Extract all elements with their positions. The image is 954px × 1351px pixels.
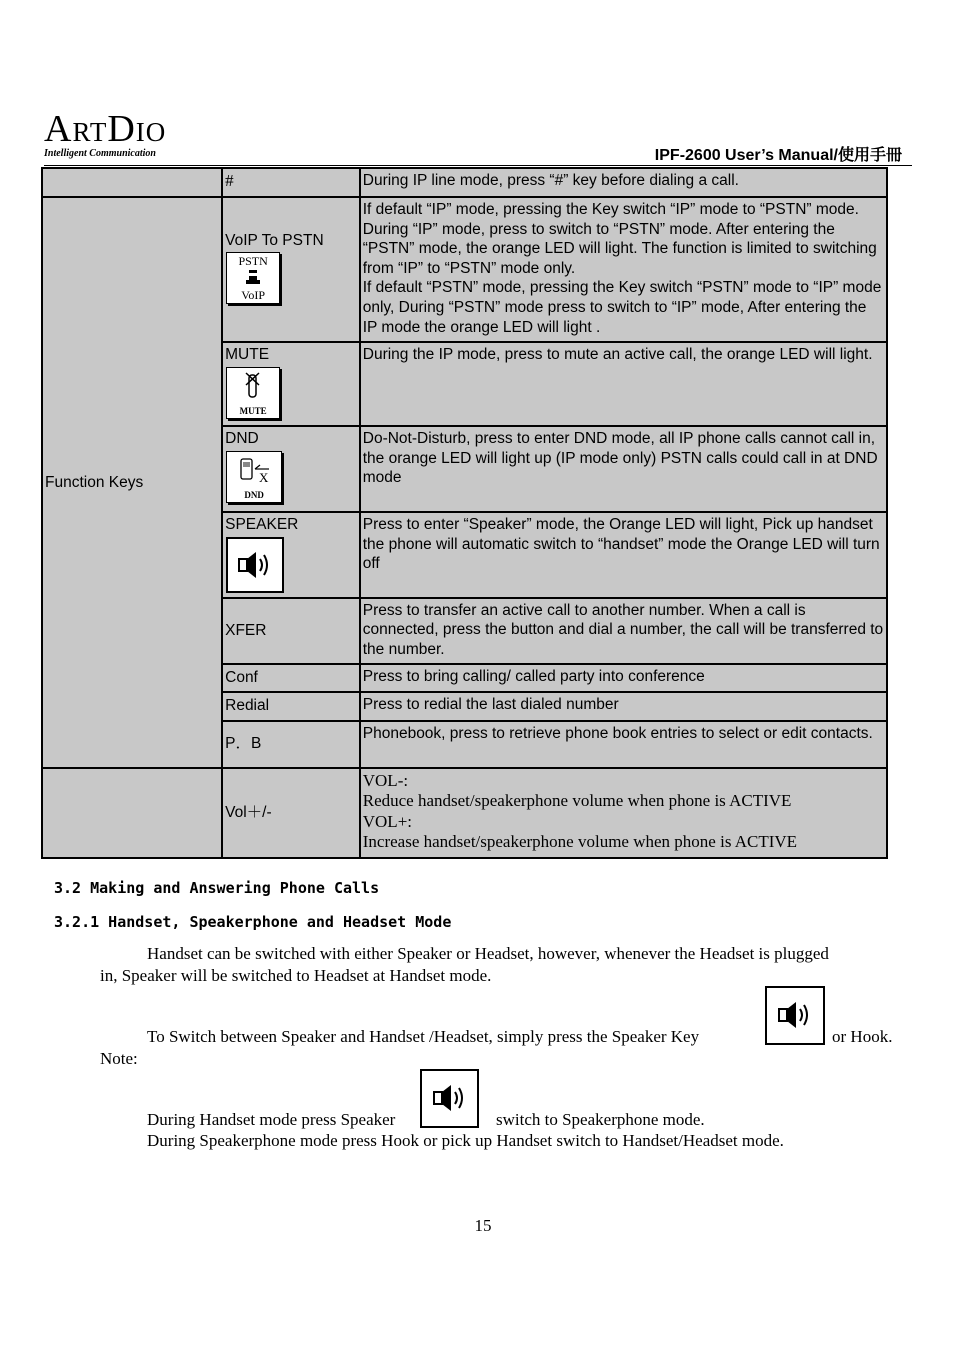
key-name-dnd: DND [225, 430, 259, 447]
speaker-icon [767, 988, 823, 1043]
pstn-icon-label: PSTN [238, 254, 268, 269]
note-label: Note: [100, 1049, 138, 1068]
key-cell-voip [222, 197, 360, 342]
page-number: 15 [474, 1216, 492, 1235]
dnd-icon-label: DND [244, 489, 264, 500]
paragraph-3-tail: switch to Speakerphone mode. [496, 1110, 705, 1129]
table-row-voip [42, 197, 887, 342]
dnd-key-icon [226, 451, 282, 503]
paragraph-4-text: During Speakerphone mode press Hook or pick up Handset switch to Handset/Headset mode. [147, 1131, 784, 1150]
logo-wordmark: ArtDio [44, 108, 167, 150]
paragraph-1-line-2: in, Speaker will be switched to Headset at Handset mode. [100, 966, 492, 985]
logo-tagline: Intelligent Communication [44, 148, 156, 159]
group-cell-empty-volume [42, 768, 222, 858]
svg-text:X: X [259, 469, 269, 485]
key-desc-dnd: Do-Not-Disturb, press to enter DND mode, all IP phone calls cannot call in, the orange LED will light up (IP mode only) PSTN calls could call in at DND mode [360, 426, 887, 512]
group-cell-empty [42, 168, 222, 197]
key-desc-volume [360, 768, 887, 858]
vol-plus-label: VOL+: [362, 811, 412, 831]
key-desc-redial: Press to redial the last dialed number [360, 692, 887, 721]
key-desc-xfer: Press to transfer an active call to another number. When a call is connected, press the button and dial a number, the call will be transferred to the number. [360, 598, 887, 664]
speaker-key-icon-inline [765, 986, 825, 1045]
key-cell-mute [222, 342, 360, 426]
vol-minus-label: VOL-: [362, 770, 409, 790]
key-desc-voip [360, 197, 887, 342]
key-desc-speaker: Press to enter “Speaker” mode, the Orange LED will light, Pick up handset the phone will automatic switch to “handset” mode the Orange LED will turn off [360, 512, 887, 598]
table-row-volume [42, 768, 887, 858]
artdio-logo [44, 110, 179, 159]
speaker-key-icon [226, 537, 284, 593]
key-cell-dnd [222, 426, 360, 512]
key-desc-conf: Press to bring calling/ called party into conference [360, 664, 887, 692]
key-name-phonebook: P．B [222, 721, 360, 768]
speaker-icon [422, 1071, 477, 1126]
key-desc-voip-pstn-mode: If default “PSTN” mode, pressing the Key switch “PSTN” mode to “IP” mode only, During “PSTN” mode press to switch to “IP” mode, After entering the IP mode the orange LED will light . [362, 279, 882, 336]
paragraph-2-text: To Switch between Speaker and Handset /Headset, simply press the Speaker Key [147, 1027, 700, 1046]
paragraph-1-line-1: Handset can be switched with either Speaker or Headset, however, whenever the Headset is plugged [147, 944, 829, 963]
function-keys-table [41, 167, 888, 859]
key-name-xfer: XFER [222, 598, 360, 664]
key-desc-hash: During IP line mode, press “#” key before dialing a call. [360, 168, 887, 197]
speaker-key-icon-inline-2 [420, 1069, 479, 1128]
section-heading-3-2-1: 3.2.1 Handset, Speakerphone and Headset Mode [54, 913, 452, 931]
pstn-voip-key-icon [226, 252, 280, 304]
mute-icon-label: MUTE [239, 405, 267, 416]
key-name-conf: Conf [222, 664, 360, 692]
key-desc-phonebook: Phonebook, press to retrieve phone book entries to select or edit contacts. [360, 721, 887, 768]
paragraph-2-tail: or Hook. [832, 1027, 893, 1046]
mute-key-icon [226, 367, 280, 419]
group-cell-function-keys: Function Keys [42, 197, 222, 768]
vol-minus-desc: Reduce handset/speakerphone volume when phone is ACTIVE [362, 791, 792, 811]
header-divider [44, 165, 912, 166]
vol-plus-desc: Increase handset/speakerphone volume when phone is ACTIVE [362, 832, 798, 852]
key-desc-voip-ip-mode: If default “IP” mode, pressing the Key switch “IP” mode to “PSTN” mode. During “IP” mode, press to switch to “PSTN” mode. After entering the “PSTN” mode, the orange LED will light. The function is limited to switching from “IP” to “PSTN” mode only. [362, 201, 877, 277]
speaker-icon [228, 539, 282, 591]
key-name-voip: VoIP To PSTN [225, 231, 324, 249]
key-cell-speaker [222, 512, 360, 598]
paragraph-3-text: During Handset mode press Speaker [147, 1110, 396, 1129]
key-name-volume: Vol＋/- [222, 768, 360, 858]
key-desc-mute: During the IP mode, press to mute an active call, the orange LED will light. [360, 342, 887, 426]
manual-title: IPF-2600 User’s Manual/使用手冊 [654, 147, 902, 164]
key-name-speaker: SPEAKER [225, 516, 299, 533]
table-row-hash [42, 168, 887, 197]
key-name-mute: MUTE [225, 346, 270, 363]
section-heading-3-2: 3.2 Making and Answering Phone Calls [54, 879, 380, 897]
key-name-redial: Redial [222, 692, 360, 721]
voip-icon-label: VoIP [241, 288, 266, 303]
key-name-hash: # [222, 168, 360, 197]
